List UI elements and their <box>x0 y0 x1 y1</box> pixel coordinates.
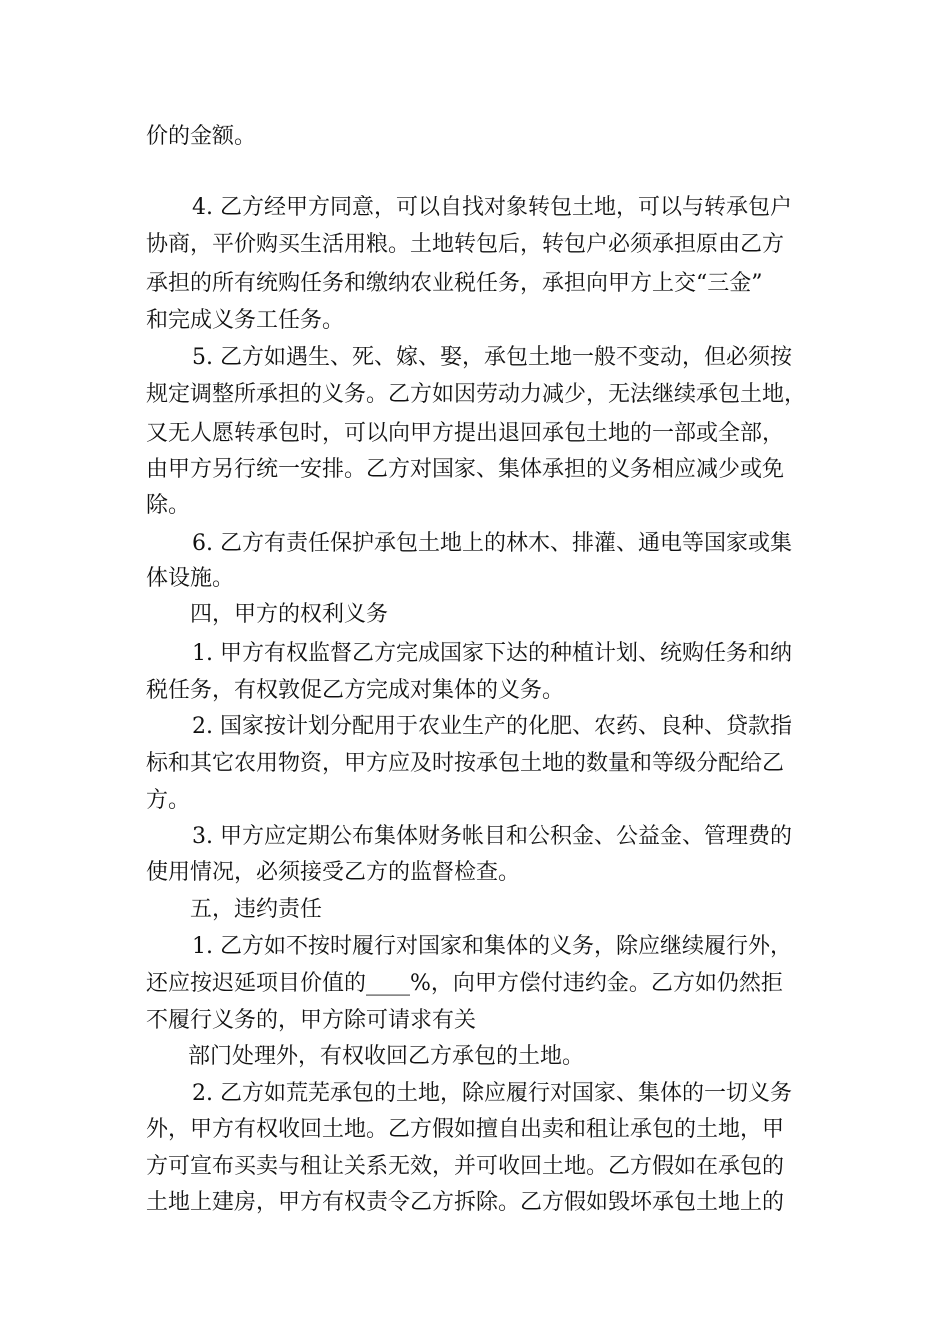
text-line: 土地上建房，甲方有权责令乙方拆除。乙方假如毁坏承包土地上的 <box>146 1190 785 1215</box>
text-line: 方可宣布买卖与租让关系无效，并可收回土地。乙方假如在承包的 <box>146 1154 785 1179</box>
text-line: 承担的所有统购任务和缴纳农业税任务，承担向甲方上交“三金” <box>146 271 763 296</box>
text-line: 由甲方另行统一安排。乙方对国家、集体承担的义务相应减少或免 <box>146 457 785 482</box>
text-line: 3. 甲方应定期公布集体财务帐目和公积金、公益金、管理费的 <box>192 824 792 849</box>
text-line: 不履行义务的，甲方除可请求有关 <box>146 1008 477 1033</box>
text-line: 又无人愿转承包时，可以向甲方提出退回承包土地的一部或全部， <box>146 421 785 446</box>
text-line: 和完成义务工任务。 <box>146 308 345 333</box>
text-line: 除。 <box>146 493 191 518</box>
text-line: 5. 乙方如遇生、死、嫁、娶，承包土地一般不变动，但必须按 <box>192 345 792 370</box>
text-line: 1. 甲方有权监督乙方完成国家下达的种植计划、统购任务和纳 <box>192 641 792 666</box>
text-line: 体设施。 <box>146 566 235 591</box>
text-line: 外，甲方有权收回土地。乙方假如擅自出卖和租让承包的土地，甲 <box>146 1117 785 1142</box>
text-line: 价的金额。 <box>146 124 257 149</box>
section-heading: 四，甲方的权利义务 <box>190 602 389 627</box>
text-line: 4. 乙方经甲方同意，可以自找对象转包土地，可以与转承包户 <box>192 195 792 220</box>
text-line: 还应按迟延项目价值的____%，向甲方偿付违约金。乙方如仍然拒 <box>146 971 783 996</box>
section-heading: 五，违约责任 <box>190 897 323 922</box>
text-line: 使用情况，必须接受乙方的监督检查。 <box>146 860 521 885</box>
text-line: 1. 乙方如不按时履行对国家和集体的义务，除应继续履行外， <box>192 934 792 959</box>
text-line: 协商，平价购买生活用粮。土地转包后，转包户必须承担原由乙方 <box>146 232 785 257</box>
text-line: 2. 国家按计划分配用于农业生产的化肥、农药、良种、贷款指 <box>192 714 792 739</box>
text-line: 部门处理外，有权收回乙方承包的土地。 <box>188 1044 585 1069</box>
text-line: 标和其它农用物资，甲方应及时按承包土地的数量和等级分配给乙 <box>146 751 785 776</box>
text-line: 规定调整所承担的义务。乙方如因劳动力减少，无法继续承包土地， <box>146 382 807 407</box>
text-line: 2. 乙方如荒芜承包的土地，除应履行对国家、集体的一切义务 <box>192 1081 792 1106</box>
text-line: 税任务，有权敦促乙方完成对集体的义务。 <box>146 678 565 703</box>
text-line: 方。 <box>146 788 191 813</box>
text-line: 6. 乙方有责任保护承包土地上的林木、排灌、通电等国家或集 <box>192 531 792 556</box>
